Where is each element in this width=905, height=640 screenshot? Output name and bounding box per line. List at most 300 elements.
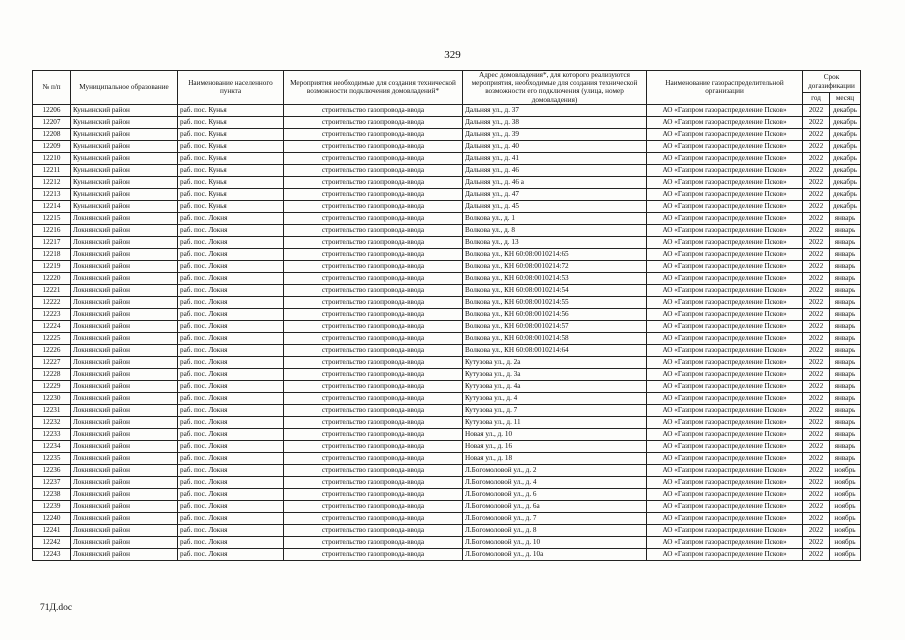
cell-organization: АО «Газпром газораспределение Псков» — [647, 392, 803, 404]
cell-month: январь — [830, 272, 861, 284]
cell-settlement: раб. пос. Локня — [178, 380, 284, 392]
cell-month: январь — [830, 368, 861, 380]
header-measures: Мероприятия необходимые для создания технической возможности подключения домовладений* — [284, 71, 463, 105]
cell-measure: строительство газопровода-ввода — [284, 176, 463, 188]
cell-municipality: Локнянский район — [71, 440, 178, 452]
cell-year: 2022 — [803, 152, 830, 164]
cell-measure: строительство газопровода-ввода — [284, 464, 463, 476]
cell-organization: АО «Газпром газораспределение Псков» — [647, 236, 803, 248]
table-row — [33, 128, 861, 140]
cell-num: 12216 — [33, 224, 71, 236]
cell-num: 12237 — [33, 476, 71, 488]
cell-month: январь — [830, 404, 861, 416]
cell-settlement: раб. пос. Кунья — [178, 152, 284, 164]
cell-address: Дальняя ул., д. 40 — [463, 140, 647, 152]
cell-num: 12220 — [33, 272, 71, 284]
table-row — [33, 140, 861, 152]
cell-address: Новая ул., д. 10 — [463, 428, 647, 440]
cell-organization: АО «Газпром газораспределение Псков» — [647, 164, 803, 176]
table-row — [33, 164, 861, 176]
cell-month: ноябрь — [830, 476, 861, 488]
cell-organization: АО «Газпром газораспределение Псков» — [647, 536, 803, 548]
cell-year: 2022 — [803, 320, 830, 332]
cell-year: 2022 — [803, 392, 830, 404]
table-row — [33, 536, 861, 548]
cell-organization: АО «Газпром газораспределение Псков» — [647, 524, 803, 536]
cell-municipality: Локнянский район — [71, 392, 178, 404]
cell-measure: строительство газопровода-ввода — [284, 392, 463, 404]
cell-year: 2022 — [803, 284, 830, 296]
cell-address: Волкова ул., КН 60:08:0010214:64 — [463, 344, 647, 356]
cell-municipality: Локнянский район — [71, 236, 178, 248]
table-row — [33, 344, 861, 356]
cell-municipality: Локнянский район — [71, 428, 178, 440]
cell-organization: АО «Газпром газораспределение Псков» — [647, 104, 803, 116]
cell-num: 12218 — [33, 248, 71, 260]
cell-settlement: раб. пос. Локня — [178, 272, 284, 284]
cell-address: Дальняя ул., д. 46 — [463, 164, 647, 176]
cell-measure: строительство газопровода-ввода — [284, 224, 463, 236]
cell-month: январь — [830, 332, 861, 344]
footer-filename: 71Д.doc — [40, 603, 73, 613]
cell-num: 12236 — [33, 464, 71, 476]
cell-year: 2022 — [803, 308, 830, 320]
cell-num: 12225 — [33, 332, 71, 344]
cell-organization: АО «Газпром газораспределение Псков» — [647, 332, 803, 344]
cell-num: 12226 — [33, 344, 71, 356]
cell-num: 12219 — [33, 260, 71, 272]
table-row — [33, 428, 861, 440]
cell-year: 2022 — [803, 224, 830, 236]
page-number: 329 — [444, 49, 461, 61]
cell-year: 2022 — [803, 164, 830, 176]
cell-organization: АО «Газпром газораспределение Псков» — [647, 476, 803, 488]
cell-year: 2022 — [803, 512, 830, 524]
cell-address: Дальняя ул., д. 45 — [463, 200, 647, 212]
cell-month: ноябрь — [830, 500, 861, 512]
cell-organization: АО «Газпром газораспределение Псков» — [647, 308, 803, 320]
header-year: год — [803, 93, 830, 105]
cell-year: 2022 — [803, 248, 830, 260]
cell-year: 2022 — [803, 500, 830, 512]
table-body — [33, 104, 861, 560]
cell-address: Дальняя ул., д. 46 а — [463, 176, 647, 188]
cell-municipality: Куньинский район — [71, 176, 178, 188]
cell-settlement: раб. пос. Локня — [178, 320, 284, 332]
cell-measure: строительство газопровода-ввода — [284, 296, 463, 308]
cell-num: 12208 — [33, 128, 71, 140]
cell-organization: АО «Газпром газораспределение Псков» — [647, 284, 803, 296]
cell-organization: АО «Газпром газораспределение Псков» — [647, 440, 803, 452]
cell-year: 2022 — [803, 428, 830, 440]
cell-municipality: Локнянский район — [71, 476, 178, 488]
cell-measure: строительство газопровода-ввода — [284, 512, 463, 524]
cell-measure: строительство газопровода-ввода — [284, 104, 463, 116]
cell-organization: АО «Газпром газораспределение Псков» — [647, 320, 803, 332]
cell-municipality: Локнянский район — [71, 296, 178, 308]
cell-address: Волкова ул., КН 60:08:0010214:54 — [463, 284, 647, 296]
cell-measure: строительство газопровода-ввода — [284, 500, 463, 512]
cell-num: 12229 — [33, 380, 71, 392]
cell-month: декабрь — [830, 164, 861, 176]
cell-settlement: раб. пос. Локня — [178, 536, 284, 548]
cell-organization: АО «Газпром газораспределение Псков» — [647, 116, 803, 128]
cell-month: январь — [830, 344, 861, 356]
cell-municipality: Локнянский район — [71, 212, 178, 224]
cell-municipality: Локнянский район — [71, 464, 178, 476]
cell-measure: строительство газопровода-ввода — [284, 548, 463, 560]
cell-measure: строительство газопровода-ввода — [284, 404, 463, 416]
cell-municipality: Локнянский район — [71, 488, 178, 500]
cell-municipality: Локнянский район — [71, 536, 178, 548]
cell-month: ноябрь — [830, 512, 861, 524]
cell-settlement: раб. пос. Локня — [178, 356, 284, 368]
cell-measure: строительство газопровода-ввода — [284, 188, 463, 200]
cell-municipality: Локнянский район — [71, 380, 178, 392]
cell-num: 12240 — [33, 512, 71, 524]
cell-settlement: раб. пос. Локня — [178, 392, 284, 404]
table-row — [33, 476, 861, 488]
cell-organization: АО «Газпром газораспределение Псков» — [647, 500, 803, 512]
cell-measure: строительство газопровода-ввода — [284, 260, 463, 272]
cell-measure: строительство газопровода-ввода — [284, 320, 463, 332]
table-row — [33, 500, 861, 512]
cell-address: Л.Богомоловой ул., д. 6а — [463, 500, 647, 512]
cell-settlement: раб. пос. Локня — [178, 308, 284, 320]
cell-month: январь — [830, 356, 861, 368]
cell-organization: АО «Газпром газораспределение Псков» — [647, 140, 803, 152]
cell-address: Кутузова ул., д. 11 — [463, 416, 647, 428]
cell-address: Волкова ул., КН 60:08:0010214:57 — [463, 320, 647, 332]
cell-address: Новая ул., д. 16 — [463, 440, 647, 452]
table-row — [33, 248, 861, 260]
cell-num: 12224 — [33, 320, 71, 332]
cell-month: январь — [830, 260, 861, 272]
cell-organization: АО «Газпром газораспределение Псков» — [647, 188, 803, 200]
cell-num: 12213 — [33, 188, 71, 200]
cell-address: Кутузова ул., д. 7 — [463, 404, 647, 416]
cell-year: 2022 — [803, 272, 830, 284]
cell-num: 12235 — [33, 452, 71, 464]
cell-num: 12211 — [33, 164, 71, 176]
cell-measure: строительство газопровода-ввода — [284, 248, 463, 260]
cell-organization: АО «Газпром газораспределение Псков» — [647, 224, 803, 236]
cell-year: 2022 — [803, 260, 830, 272]
cell-address: Волкова ул., КН 60:08:0010214:72 — [463, 260, 647, 272]
cell-municipality: Куньинский район — [71, 200, 178, 212]
cell-municipality: Локнянский район — [71, 548, 178, 560]
table-row — [33, 176, 861, 188]
cell-municipality: Локнянский район — [71, 404, 178, 416]
cell-address: Л.Богомоловой ул., д. 8 — [463, 524, 647, 536]
cell-month: декабрь — [830, 116, 861, 128]
cell-year: 2022 — [803, 200, 830, 212]
cell-measure: строительство газопровода-ввода — [284, 356, 463, 368]
cell-municipality: Локнянский район — [71, 512, 178, 524]
cell-municipality: Локнянский район — [71, 452, 178, 464]
cell-organization: АО «Газпром газораспределение Псков» — [647, 212, 803, 224]
table-row — [33, 404, 861, 416]
cell-settlement: раб. пос. Локня — [178, 332, 284, 344]
cell-municipality: Куньинский район — [71, 140, 178, 152]
cell-num: 12232 — [33, 416, 71, 428]
cell-settlement: раб. пос. Локня — [178, 236, 284, 248]
cell-measure: строительство газопровода-ввода — [284, 272, 463, 284]
cell-month: январь — [830, 296, 861, 308]
table-row — [33, 272, 861, 284]
cell-year: 2022 — [803, 128, 830, 140]
cell-year: 2022 — [803, 344, 830, 356]
cell-settlement: раб. пос. Локня — [178, 296, 284, 308]
table-row — [33, 524, 861, 536]
cell-municipality: Куньинский район — [71, 116, 178, 128]
cell-month: январь — [830, 416, 861, 428]
cell-month: январь — [830, 440, 861, 452]
cell-settlement: раб. пос. Локня — [178, 488, 284, 500]
cell-year: 2022 — [803, 464, 830, 476]
table-row — [33, 332, 861, 344]
cell-settlement: раб. пос. Локня — [178, 284, 284, 296]
cell-address: Кутузова ул., д. 4а — [463, 380, 647, 392]
cell-settlement: раб. пос. Кунья — [178, 164, 284, 176]
cell-year: 2022 — [803, 536, 830, 548]
cell-municipality: Куньинский район — [71, 188, 178, 200]
cell-month: январь — [830, 248, 861, 260]
cell-organization: АО «Газпром газораспределение Псков» — [647, 260, 803, 272]
cell-month: январь — [830, 380, 861, 392]
cell-year: 2022 — [803, 116, 830, 128]
cell-address: Дальняя ул., д. 37 — [463, 104, 647, 116]
cell-municipality: Локнянский район — [71, 224, 178, 236]
cell-year: 2022 — [803, 476, 830, 488]
cell-measure: строительство газопровода-ввода — [284, 476, 463, 488]
cell-num: 12227 — [33, 356, 71, 368]
cell-measure: строительство газопровода-ввода — [284, 452, 463, 464]
cell-municipality: Локнянский район — [71, 368, 178, 380]
cell-settlement: раб. пос. Кунья — [178, 200, 284, 212]
cell-address: Л.Богомоловой ул., д. 6 — [463, 488, 647, 500]
table-row — [33, 260, 861, 272]
cell-organization: АО «Газпром газораспределение Псков» — [647, 356, 803, 368]
cell-num: 12242 — [33, 536, 71, 548]
cell-settlement: раб. пос. Локня — [178, 344, 284, 356]
cell-measure: строительство газопровода-ввода — [284, 368, 463, 380]
cell-address: Дальняя ул., д. 47 — [463, 188, 647, 200]
cell-organization: АО «Газпром газораспределение Псков» — [647, 152, 803, 164]
cell-settlement: раб. пос. Локня — [178, 248, 284, 260]
cell-organization: АО «Газпром газораспределение Псков» — [647, 248, 803, 260]
cell-organization: АО «Газпром газораспределение Псков» — [647, 452, 803, 464]
cell-settlement: раб. пос. Локня — [178, 524, 284, 536]
cell-month: январь — [830, 428, 861, 440]
table-row — [33, 116, 861, 128]
cell-month: ноябрь — [830, 524, 861, 536]
header-month: месяц — [830, 93, 861, 105]
cell-municipality: Локнянский район — [71, 500, 178, 512]
cell-year: 2022 — [803, 236, 830, 248]
cell-month: январь — [830, 320, 861, 332]
cell-year: 2022 — [803, 548, 830, 560]
cell-num: 12215 — [33, 212, 71, 224]
cell-month: январь — [830, 284, 861, 296]
table-row — [33, 488, 861, 500]
cell-month: декабрь — [830, 128, 861, 140]
table-row — [33, 512, 861, 524]
cell-month: декабрь — [830, 200, 861, 212]
cell-measure: строительство газопровода-ввода — [284, 428, 463, 440]
cell-address: Волкова ул., КН 60:08:0010214:58 — [463, 332, 647, 344]
cell-year: 2022 — [803, 440, 830, 452]
cell-address: Кутузова ул., д. 2а — [463, 356, 647, 368]
cell-address: Волкова ул., д. 13 — [463, 236, 647, 248]
cell-address: Волкова ул., д. 8 — [463, 224, 647, 236]
cell-organization: АО «Газпром газораспределение Псков» — [647, 272, 803, 284]
cell-address: Кутузова ул., д. 4 — [463, 392, 647, 404]
cell-measure: строительство газопровода-ввода — [284, 140, 463, 152]
table-row — [33, 104, 861, 116]
cell-municipality: Локнянский район — [71, 284, 178, 296]
cell-measure: строительство газопровода-ввода — [284, 344, 463, 356]
cell-address: Л.Богомоловой ул., д. 4 — [463, 476, 647, 488]
header-settlement: Наименование населенного пункта — [178, 71, 284, 105]
cell-settlement: раб. пос. Кунья — [178, 188, 284, 200]
cell-num: 12221 — [33, 284, 71, 296]
cell-num: 12222 — [33, 296, 71, 308]
cell-year: 2022 — [803, 176, 830, 188]
header-num: № п/п — [33, 71, 71, 105]
cell-settlement: раб. пос. Кунья — [178, 140, 284, 152]
cell-address: Дальняя ул., д. 39 — [463, 128, 647, 140]
cell-organization: АО «Газпром газораспределение Псков» — [647, 200, 803, 212]
cell-num: 12223 — [33, 308, 71, 320]
table-row — [33, 440, 861, 452]
table-row — [33, 224, 861, 236]
cell-settlement: раб. пос. Локня — [178, 452, 284, 464]
cell-year: 2022 — [803, 452, 830, 464]
cell-organization: АО «Газпром газораспределение Псков» — [647, 416, 803, 428]
header-term: Срок догазификации — [803, 71, 861, 93]
cell-num: 12210 — [33, 152, 71, 164]
cell-address: Л.Богомоловой ул., д. 7 — [463, 512, 647, 524]
cell-settlement: раб. пос. Кунья — [178, 128, 284, 140]
cell-organization: АО «Газпром газораспределение Псков» — [647, 404, 803, 416]
cell-address: Волкова ул., КН 60:08:0010214:56 — [463, 308, 647, 320]
cell-organization: АО «Газпром газораспределение Псков» — [647, 128, 803, 140]
cell-year: 2022 — [803, 356, 830, 368]
cell-num: 12207 — [33, 116, 71, 128]
cell-measure: строительство газопровода-ввода — [284, 212, 463, 224]
cell-measure: строительство газопровода-ввода — [284, 488, 463, 500]
cell-measure: строительство газопровода-ввода — [284, 164, 463, 176]
cell-address: Дальняя ул., д. 41 — [463, 152, 647, 164]
cell-num: 12206 — [33, 104, 71, 116]
table-row — [33, 368, 861, 380]
cell-measure: строительство газопровода-ввода — [284, 152, 463, 164]
cell-num: 12231 — [33, 404, 71, 416]
header-address: Адрес домовладения*, для которого реализуются мероприятия, необходимые для создания технической возможности его подключения (улица, номер домовладения) — [463, 71, 647, 105]
cell-settlement: раб. пос. Локня — [178, 476, 284, 488]
header-organization: Наименование газораспределительной организации — [647, 71, 803, 105]
cell-num: 12214 — [33, 200, 71, 212]
header-municipality: Муниципальное образование — [71, 71, 178, 105]
cell-year: 2022 — [803, 140, 830, 152]
cell-measure: строительство газопровода-ввода — [284, 524, 463, 536]
table-row — [33, 548, 861, 560]
cell-month: ноябрь — [830, 536, 861, 548]
cell-settlement: раб. пос. Кунья — [178, 176, 284, 188]
cell-year: 2022 — [803, 332, 830, 344]
table-row — [33, 320, 861, 332]
cell-organization: АО «Газпром газораспределение Псков» — [647, 464, 803, 476]
cell-month: январь — [830, 212, 861, 224]
table-row — [33, 356, 861, 368]
cell-settlement: раб. пос. Локня — [178, 260, 284, 272]
table-row — [33, 188, 861, 200]
cell-month: ноябрь — [830, 464, 861, 476]
cell-month: декабрь — [830, 104, 861, 116]
table-row — [33, 380, 861, 392]
cell-measure: строительство газопровода-ввода — [284, 440, 463, 452]
cell-address: Кутузова ул., д. 3а — [463, 368, 647, 380]
cell-measure: строительство газопровода-ввода — [284, 308, 463, 320]
cell-month: январь — [830, 236, 861, 248]
cell-month: декабрь — [830, 140, 861, 152]
cell-month: январь — [830, 308, 861, 320]
cell-measure: строительство газопровода-ввода — [284, 416, 463, 428]
cell-settlement: раб. пос. Локня — [178, 428, 284, 440]
cell-organization: АО «Газпром газораспределение Псков» — [647, 176, 803, 188]
cell-municipality: Куньинский район — [71, 164, 178, 176]
cell-settlement: раб. пос. Локня — [178, 464, 284, 476]
table-row — [33, 416, 861, 428]
table-row — [33, 236, 861, 248]
cell-num: 12230 — [33, 392, 71, 404]
cell-month: ноябрь — [830, 488, 861, 500]
cell-address: Волкова ул., КН 60:08:0010214:65 — [463, 248, 647, 260]
cell-year: 2022 — [803, 188, 830, 200]
cell-settlement: раб. пос. Локня — [178, 368, 284, 380]
cell-municipality: Локнянский район — [71, 320, 178, 332]
cell-address: Новая ул., д. 18 — [463, 452, 647, 464]
cell-num: 12239 — [33, 500, 71, 512]
cell-measure: строительство газопровода-ввода — [284, 380, 463, 392]
cell-address: Л.Богомоловой ул., д. 10а — [463, 548, 647, 560]
gasification-table — [32, 70, 861, 561]
cell-settlement: раб. пос. Локня — [178, 500, 284, 512]
cell-settlement: раб. пос. Локня — [178, 404, 284, 416]
cell-year: 2022 — [803, 416, 830, 428]
table-row — [33, 296, 861, 308]
table-row — [33, 152, 861, 164]
table-row — [33, 284, 861, 296]
cell-year: 2022 — [803, 368, 830, 380]
cell-num: 12212 — [33, 176, 71, 188]
cell-year: 2022 — [803, 212, 830, 224]
cell-settlement: раб. пос. Кунья — [178, 104, 284, 116]
cell-address: Л.Богомоловой ул., д. 10 — [463, 536, 647, 548]
cell-year: 2022 — [803, 104, 830, 116]
cell-month: январь — [830, 392, 861, 404]
cell-month: январь — [830, 224, 861, 236]
cell-address: Л.Богомоловой ул., д. 2 — [463, 464, 647, 476]
cell-municipality: Локнянский район — [71, 344, 178, 356]
cell-settlement: раб. пос. Локня — [178, 416, 284, 428]
cell-address: Волкова ул., КН 60:08:0010214:53 — [463, 272, 647, 284]
cell-municipality: Куньинский район — [71, 104, 178, 116]
cell-year: 2022 — [803, 404, 830, 416]
cell-measure: строительство газопровода-ввода — [284, 332, 463, 344]
cell-municipality: Локнянский район — [71, 308, 178, 320]
